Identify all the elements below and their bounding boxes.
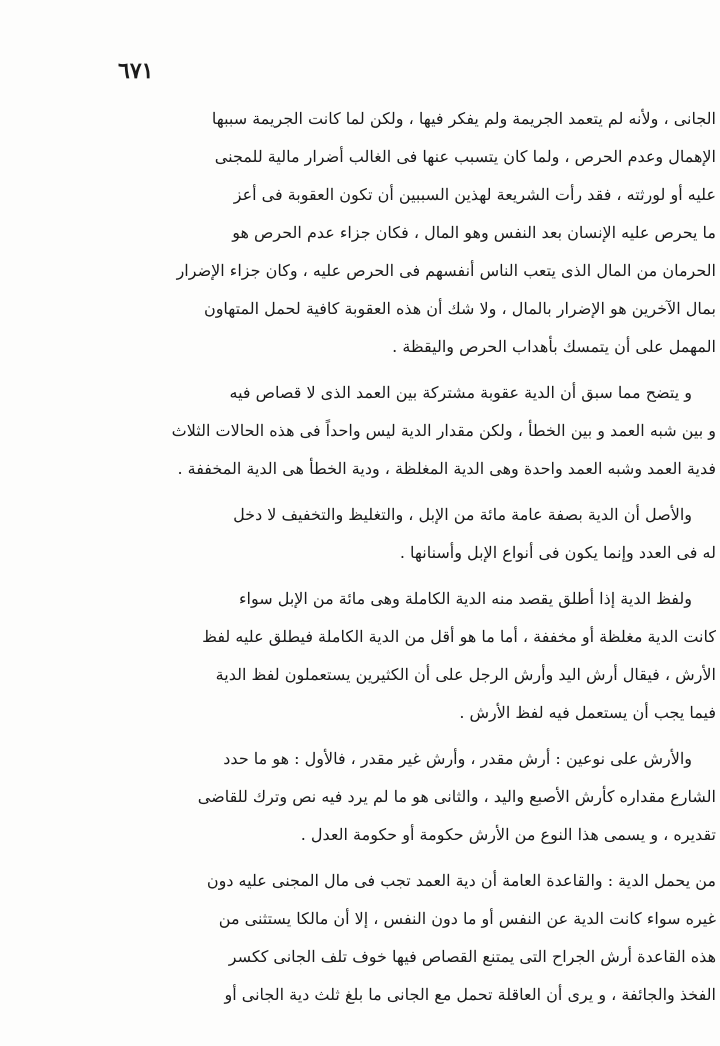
text-line: المهمل على أن يتمسك بأهداب الحرص واليقظة . (392, 337, 716, 356)
text-line: عليه أو لورثته ، فقد رأت الشريعة لهذين السببين أن تكون العقوبة فى أعز (233, 185, 716, 204)
text-line: والأرش على نوعين : أرش مقدر ، وأرش غير مقدر ، فالأول : هو ما حدد (223, 749, 692, 768)
paragraph (98, 580, 716, 732)
text-line: الأرش ، فيقال أرش اليد وأرش الرجل على أن الكثيرين يستعملون لفظ الدية (215, 665, 716, 684)
text-line: هذه القاعدة أرش الجراح التى يمتنع القصاص فيها خوف تلف الجانى ككسر (228, 947, 716, 966)
text-line: فيما يجب أن يستعمل فيه لفظ الأرش . (459, 703, 716, 722)
text-line: الجانى ، ولأنه لم يتعمد الجريمة ولم يفكر فيها ، ولكن لما كانت الجريمة سببها (211, 109, 716, 128)
text-line: الإهمال وعدم الحرص ، ولما كان يتسبب عنها فى الغالب أضرار مالية للمجنى (214, 147, 716, 166)
text-line: الشارع مقداره كأرش الأصبع واليد ، والثانى هو ما لم يرد فيه نص وترك للقاضى (197, 787, 716, 806)
text-line: و يتضح مما سبق أن الدية عقوبة مشتركة بين العمد الذى لا قصاص فيه (229, 383, 692, 402)
text-line: من يحمل الدية : والقاعدة العامة أن دية العمد تجب فى مال المجنى عليه دون (206, 871, 716, 890)
paragraph (98, 740, 716, 854)
text-line: بمال الآخرين هو الإضرار بالمال ، ولا شك أن هذه العقوبة كافية لحمل المتهاون (203, 299, 716, 318)
text-line: ما يحرص عليه الإنسان بعد النفس وهو المال ، فكان جزاء عدم الحرص هو (232, 223, 716, 242)
text-line: الحرمان من المال الذى يتعب الناس أنفسهم فى الحرص عليه ، وكان جزاء الإضرار (176, 261, 716, 280)
text-line: ولفظ الدية إذا أطلق يقصد منه الدية الكاملة وهى مائة من الإبل سواء (238, 589, 692, 608)
paragraph (98, 374, 716, 488)
paragraph (98, 496, 716, 572)
text-line: غيره سواء كانت الدية عن النفس أو ما دون النفس ، إلا أن مالكا يستثنى من (218, 909, 716, 928)
text-line: فدية العمد وشبه العمد واحدة وهى الدية المغلظة ، ودية الخطأ هى الدية المخففة . (177, 459, 716, 478)
text-line: تقديره ، و يسمى هذا النوع من الأرش حكومة أو حكومة العدل . (300, 825, 716, 844)
text-line: والأصل أن الدية بصفة عامة مائة من الإبل ، والتغليظ والتخفيف لا دخل (233, 505, 692, 524)
paragraph (98, 100, 716, 366)
text-line: الفخذ والجائفة ، و يرى أن العاقلة تحمل مع الجانى ما بلغ ثلث دية الجانى أو (224, 985, 716, 1004)
text-line: و بين شبه العمد و بين الخطأ ، ولكن مقدار الدية ليس واحداً فى هذه الحالات الثلاث (171, 421, 716, 440)
text-line: كانت الدية مغلظة أو مخففة ، أما ما هو أقل من الدية الكاملة فيطلق عليه لفظ (202, 627, 716, 646)
paragraph (98, 862, 716, 1014)
body-text (98, 100, 716, 1014)
page-number: ٦٧١ (118, 58, 154, 84)
text-line: له فى العدد وإنما يكون فى أنواع الإبل وأسنانها . (399, 543, 716, 562)
